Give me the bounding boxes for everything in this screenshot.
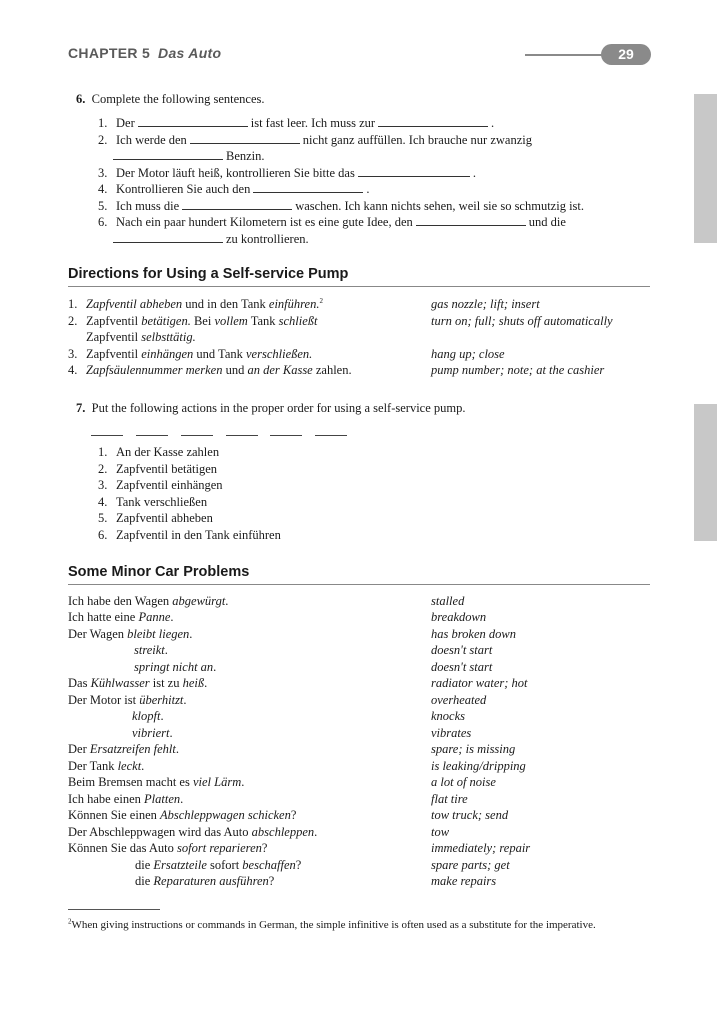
pump-gloss-1: gas nozzle; lift; insert [431,297,540,311]
answer-blank[interactable] [182,199,292,210]
problem-gloss: doesn't start [431,643,493,657]
edge-tab-top [694,94,717,243]
problem-gloss: vibrates [431,726,472,740]
problem-phrase: Ich habe den Wagen abgewürgt. [68,594,229,608]
sentence-2-cont: Benzin. [113,148,265,165]
problem-phrase: Können Sie einen Abschleppwagen schicken? [68,808,297,822]
problem-gloss: immediately; repair [431,841,531,855]
page-header [68,44,651,66]
exercise-6-prompt [76,91,265,108]
problem-gloss: flat tire [431,792,468,806]
pump-gloss-3: hang up; close [431,347,505,361]
problem-gloss: tow [431,825,450,839]
order-blank[interactable] [270,435,302,436]
problem-phrase: Der Motor ist überhitzt. [68,693,187,707]
problem-gloss: spare parts; get [431,858,510,872]
action-item: 4. Tank verschließen [98,495,208,509]
problem-gloss: spare; is missing [431,742,516,756]
section-rule [68,584,650,585]
page-number-badge: 29 [601,44,651,65]
answer-blank[interactable] [113,149,223,160]
order-blank[interactable] [226,435,258,436]
footnote-ref: 2 [319,296,323,305]
header-rule [525,54,605,56]
order-blank[interactable] [91,435,123,436]
answer-blank[interactable] [113,232,223,243]
pump-gloss-2: turn on; full; shuts off automatically [431,314,613,328]
problem-gloss: make repairs [431,874,497,888]
pump-section-heading: Directions for Using a Self-service Pump [68,266,349,282]
sentence-6: 6. Nach ein paar hundert Kilometern ist es eine gute Idee, den und die [98,215,566,229]
footnote-text: When giving instructions or commands in German, the simple infinitive is often used as a substitute for the imperative. [71,919,596,931]
pump-step-1: 1. Zapfventil abheben und in den Tank einführen.$^2$ [68,296,323,311]
problem-gloss: tow truck; send [431,808,509,822]
problem-phrase: streikt. [134,643,168,657]
exercise-7-number: 7. [76,401,86,415]
footnote-rule [68,909,160,910]
chapter-heading [68,45,221,61]
footnote-mark: 2 [68,917,72,926]
problem-gloss: breakdown [431,610,487,624]
sentence-6-cont: zu kontrollieren. [113,231,309,248]
exercise-7-instruction: Put the following actions in the proper order for using a self-service pump. [91,401,466,415]
problem-gloss: stalled [431,594,465,608]
problem-gloss: overheated [431,693,487,707]
action-item: 6. Zapfventil in den Tank einführen [98,528,281,542]
problem-phrase: Der Ersatzreifen fehlt. [68,742,179,756]
problem-phrase: Das Kühlwasser ist zu heiß. [68,676,208,690]
answer-blank[interactable] [190,133,300,144]
order-blank[interactable] [136,435,168,436]
action-item: 5. Zapfventil abheben [98,511,213,525]
answer-blank[interactable] [358,166,470,177]
problem-phrase: Ich habe einen Platten. [68,792,184,806]
problem-phrase: Beim Bremsen macht es viel Lärm. [68,775,245,789]
answer-blank[interactable] [378,116,488,127]
problem-gloss: is leaking/dripping [431,759,526,773]
pump-step-2-cont: Zapfventil selbsttätig. [86,330,196,344]
problem-phrase: die Reparaturen ausführen? [135,874,275,888]
edge-tab-middle [694,404,717,541]
pump-step-3: 3. Zapfventil einhängen und Tank verschließen. [68,347,313,361]
answer-blank[interactable] [138,116,248,127]
problem-gloss: knocks [431,709,466,723]
section-rule [68,286,650,287]
exercise-6-instruction: Complete the following sentences. [91,92,265,106]
problem-phrase: Der Tank leckt. [68,759,145,773]
problem-gloss: a lot of noise [431,775,496,789]
sentence-5: 5. Ich muss die waschen. Ich kann nichts sehen, weil sie so schmutzig ist. [98,199,585,213]
order-blank[interactable] [181,435,213,436]
sentence-3: 3. Der Motor läuft heiß, kontrollieren Sie bitte das . [98,166,476,180]
action-item: 3. Zapfventil einhängen [98,478,223,492]
exercise-7-prompt [76,400,466,417]
pump-step-4: 4. Zapfsäulennummer merken und an der Kasse zahlen. [68,363,352,377]
footnote [68,917,650,933]
order-blank[interactable] [315,435,347,436]
answer-blank[interactable] [416,215,526,226]
problem-phrase: vibriert. [132,726,173,740]
problem-gloss: radiator water; hot [431,676,528,690]
sentence-2: 2. Ich werde den nicht ganz auffüllen. Ich brauche nur zwanzig [98,133,532,147]
problem-gloss: doesn't start [431,660,493,674]
problem-phrase: Können Sie das Auto sofort reparieren? [68,841,268,855]
problems-section-heading: Some Minor Car Problems [68,564,250,580]
sentence-1: 1. Der ist fast leer. Ich muss zur . [98,116,495,130]
problem-phrase: klopft. [132,709,164,723]
action-item: 1. An der Kasse zahlen [98,445,220,459]
action-item: 2. Zapfventil betätigen [98,462,218,476]
answer-blank[interactable] [253,182,363,193]
problem-phrase: Ich hatte eine Panne. [68,610,174,624]
pump-gloss-4: pump number; note; at the cashier [431,363,605,377]
problem-phrase: die Ersatzteile sofort beschaffen? [135,858,302,872]
problem-phrase: Der Wagen bleibt liegen. [68,627,193,641]
pump-step-2: 2. Zapfventil betätigen. Bei vollem Tank schließt [68,314,318,328]
problem-phrase: Der Abschleppwagen wird das Auto abschleppen. [68,825,318,839]
chapter-number: CHAPTER 5 [68,45,151,61]
sentence-4: 4. Kontrollieren Sie auch den . [98,182,370,196]
exercise-6-number: 6. [76,92,86,106]
problem-phrase: springt nicht an. [134,660,217,674]
chapter-title: Das Auto [158,45,222,61]
problem-gloss: has broken down [431,627,516,641]
